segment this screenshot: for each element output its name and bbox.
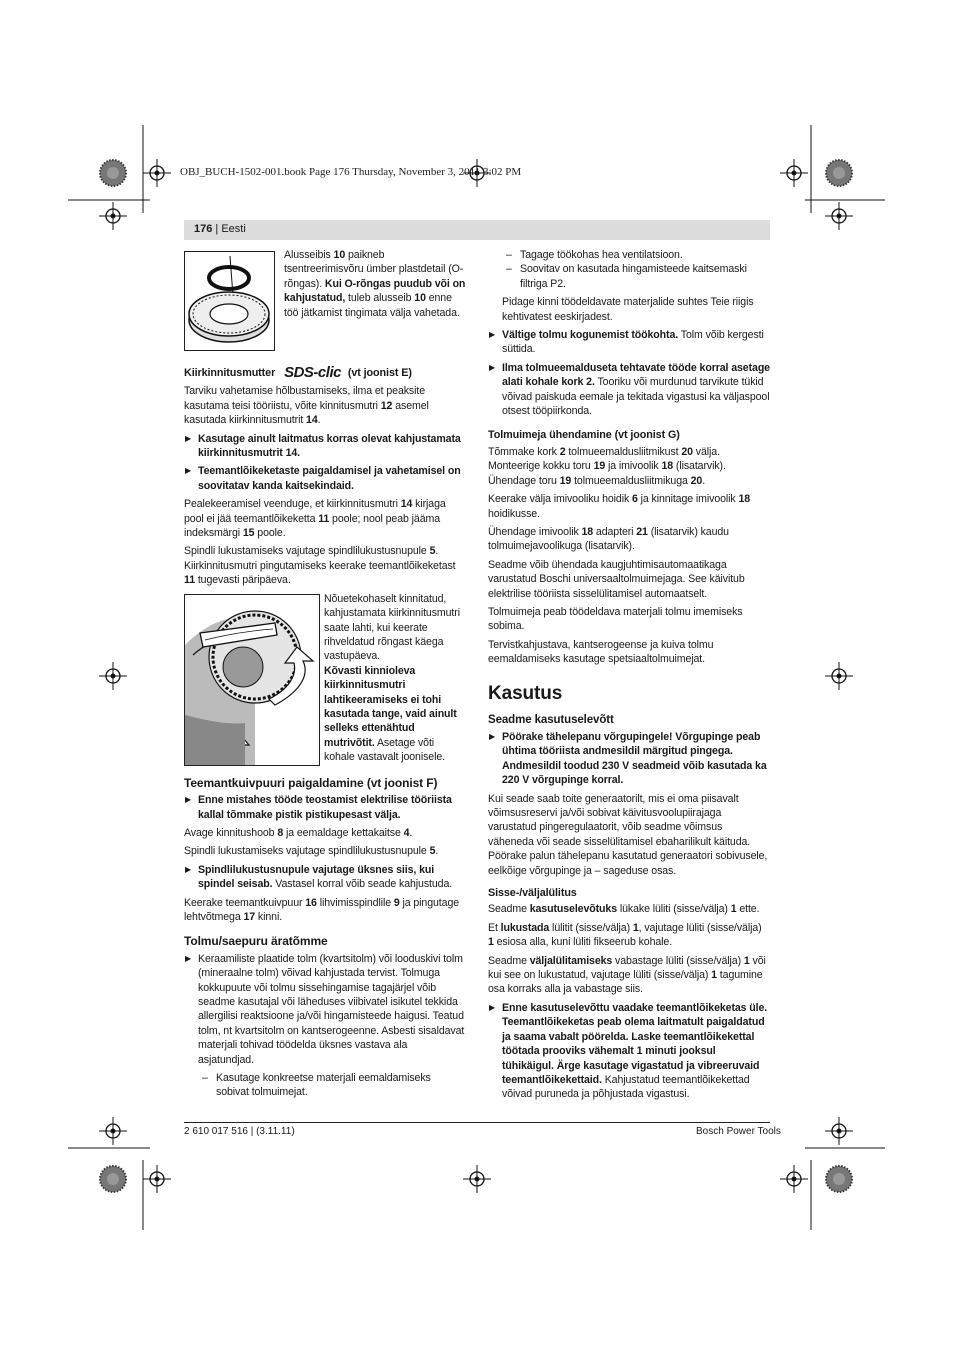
tu-paragraph-4: Seadme võib ühendada kaugjuhtimisautomaatikaga varustatud Boschi universaaltolmuimejaga. See käivitub elektrilise tööriista sisselülitamisel automaatselt.	[488, 558, 745, 600]
sv-heading: Sisse-/väljalülitus	[488, 887, 577, 900]
sk-paragraph-2: Pöörake palun tähelepanu kasutatud generaatori sobivusele, eelkõige võrgupinge ja – sageduse osas.	[488, 850, 768, 877]
nut-text: Nõuetekohaselt kinnitatud, kahjustamata kiirkinnitusmutri saate lahti, kui keerate rihveldatud rõngast käega vastupäeva. Kõvasti kinnioleva kiirkinnitusmutri lahtikeeramiseks ei tohi kasutada tange, vaid ainult selleks ettenähtud mutrivõtit. Asetage võti kohale vastavalt joonisele.	[324, 592, 460, 764]
kiir-paragraph-3: Spindli lukustamiseks vajutage spindlilukustusnupule 5. Kiirkinnitusmutri pingutamiseks keerake teemantlõikeketast 11 tugevasti päripäeva.	[184, 545, 456, 587]
kiir-paragraph-2: Pealekeeramisel veenduge, et kiirkinnitusmutri 14 kirjaga pool ei jää teemantlõikeketta 11 poole; nool peab jääma indeksmärgi 15 poole.	[184, 498, 446, 540]
tu-paragraph-2: Keerake välja imivooliku hoidik 6 ja kinnitage imivoolik 18 hoidikusse.	[488, 493, 751, 520]
sv-bullet-1: ▶ Enne kasutuselevõttu vaadake teemantlõikeketas üle. Teemantlõikeketas peab olema laitmatult paigaldatud ja saama vabalt pöörelda. Laske teemantlõikekettal töötada prooviks vähemalt 1 minuti jooksul tühikäigul. Ärge kasutage vigastatud ja vibreeruvaid teemantlõikekettaid. Kahjustatud teemantlõikekettad võivad puruneda ja põhjustada vigastusi.	[488, 1001, 770, 1102]
nut-removal-illustration	[185, 595, 319, 765]
header-bar	[184, 220, 770, 240]
language-label: Eesti	[221, 223, 246, 235]
nut-section	[184, 592, 466, 768]
footer-brand: Bosch Power Tools	[696, 1126, 781, 1137]
book-info-line: OBJ_BUCH-1502-001.book Page 176 Thursday, November 3, 2011 3:02 PM	[180, 166, 522, 178]
washer-figure	[184, 251, 275, 351]
sv-paragraph-2: Et lukustada lülitit (sisse/välja) 1, vajutage lüliti (sisse/välja) 1 esiosa alla, kuni lüliti fikseerub kohale.	[488, 921, 762, 949]
tu-paragraph-6: Tervistkahjustava, kantserogeense ja kuiva tolmu eemaldamiseks kasutage spetsiaaltolmuimejat.	[488, 638, 714, 666]
footer-doc-number: 2 610 017 516 | (3.11.11)	[184, 1126, 295, 1137]
tk-heading: Teemantkuivpuuri paigaldamine (vt joonist F)	[184, 775, 438, 790]
tu-paragraph-3: Ühendage imivoolik 18 adapteri 21 (lisatarvik) kaudu tolmuimejavoolikuga (lisatarvik).	[488, 525, 729, 553]
dust-paragraph-1: Pidage kinni töödeldavate materjalide suhtes Teie riigis kehtivatest eeskirjadest.	[502, 296, 754, 323]
tk-bullet-2: ▶ Spindlilukustusnupule vajutage üksnes siis, kui spindel seisab. Vastasel korral võib seade kahjustuda.	[184, 863, 466, 892]
tk-paragraph-2: Spindli lukustamiseks vajutage spindlilukustusnupule 5.	[184, 845, 439, 858]
tk-paragraph-1: Avage kinnitushoob 8 ja eemaldage kettakaitse 4.	[184, 826, 413, 839]
tu-heading: Tolmuimeja ühendamine (vt joonist G)	[488, 429, 680, 442]
washer-section	[184, 248, 466, 352]
kiir-bullet-1: ▶ Kasutage ainult laitmatus korras olevat kahjustamata kiirkinnitusmutrit 14.	[184, 432, 466, 461]
washer-text: Alusseibis 10 paikneb tsentreerimisvõru ümber plastdetail (O-rõngas). Kui O-rõngas puudub või on kahjustatud, tuleb alusseib 10 enne töö jätkamist tingimata välja vahetada.	[284, 249, 466, 319]
kasutus-heading: Kasutus	[488, 682, 563, 704]
tk-paragraph-3: Keerake teemantkuivpuur 16 lihvimisspindlile 9 ja pingutage lehtvõtmega 17 kinni.	[184, 896, 460, 923]
tk-bullet-1: ▶ Enne mistahes tööde teostamist elektrilise tööriista kallal tõmmake pistik pistikupesast välja.	[184, 793, 466, 822]
kiir-heading: Kiirkinnitusmutter SDS-clic (vt joonist E)	[184, 364, 412, 381]
sk-bullet-1: ▶ Pöörake tähelepanu võrgupingele! Võrgupinge peab ühtima tööriista andmesildil märgitud pingega. Andmesildil toodud 230 V seadmeid võib kasutada ka 220 V võrgupinge korral.	[488, 730, 770, 788]
dust-dash-3: – Soovitav on kasutada hingamisteede kaitsemaski filtriga P2.	[488, 262, 770, 291]
dust-bullet-3: ▶ Ilma tolmueemalduseta tehtavate tööde korral asetage alati kohale kork 2. Tooriku või murdunud tarvikute tükid võivad paiskuda eemale ja tekitada vigastusi ka väljaspool otsest tööpiirkonda.	[488, 361, 770, 419]
dust-bullet-2: ▶ Vältige tolmu kogunemist töökohta. Tolm võib kergesti süttida.	[488, 328, 770, 357]
kiir-paragraph-1: Tarviku vahetamise hõlbustamiseks, ilma et peaksite kasutama teisi tööriistu, võite kinnitusmutri 12 asemel kasutada kiirkinnitusmutrit 14.	[184, 385, 429, 427]
tu-paragraph-5: Tolmuimeja peab töödeldava materjali tolmu imemiseks sobima.	[488, 605, 743, 633]
right-column	[488, 248, 770, 1106]
footer-rule	[184, 1122, 770, 1123]
dust-bullet-1: ▶ Keraamiliste plaatide tolm (kvartsitolm) või looduskivi tolm (mineraalne tolm) võivad kahjustada tervist. Tolmuga kokkupuute või tolmu sissehingamise tagajärjel võib seadme kasutajal või läheduses viibivatel isikutel tekkida allergilisi reaktsioone ja/või hingamisteede haigusi. Teatud tolm, nt kvartsitolm on kantserogeenne. Asbesti sisaldavat materjali tohivad töödelda üksnes vastava ala asjatundjad.	[184, 952, 466, 1067]
page-number: 176	[194, 223, 213, 235]
dust-dash-1: – Kasutage konkreetse materjali eemaldamiseks sobivat tolmuimejat.	[184, 1071, 466, 1100]
sk-paragraph-1: Kui seade saab toite generaatorilt, mis ei oma piisavalt võimsusreservi ja/või sobivat käivitusvoolupiirajaga varustatud pingeregulaatorit, võib seadme võimsus väheneda või seade sisselülitamisel ebaharilikult käituda.	[488, 792, 751, 848]
left-column	[184, 248, 466, 1104]
kiir-bullet-2: ▶ Teemantlõikeketaste paigaldamisel ja vahetamisel on soovitatav kanda kaitsekindaid.	[184, 464, 466, 493]
dust-heading: Tolmu/saepuru äratõmme	[184, 934, 328, 949]
washer-illustration	[185, 252, 274, 350]
tu-paragraph-1: Tõmmake kork 2 tolmueemaldusliitmikust 20 välja. Monteerige kokku toru 19 ja imivoolik 18 (lisatarvik). Ühendage toru 19 tolmueemaldusliitmikuga 20.	[488, 445, 726, 487]
sv-paragraph-3: Seadme väljalülitamiseks vabastage lüliti (sisse/välja) 1 või kui see on lukustatud, vajutage lüliti (sisse/välja) 1 tagumine osa korraks alla ja vabastage siis.	[488, 954, 766, 996]
page-header: 176 | Eesti	[194, 223, 246, 235]
dust-dash-2: – Tagage töökohas hea ventilatsioon.	[488, 248, 770, 262]
sds-clic-logo: SDS-clic	[284, 364, 341, 381]
sv-paragraph-1: Seadme kasutuselevõtuks lükake lüliti (sisse/välja) 1 ette.	[488, 903, 760, 916]
sk-heading: Seadme kasutuselevõtt	[488, 713, 614, 726]
nut-figure	[184, 594, 320, 766]
